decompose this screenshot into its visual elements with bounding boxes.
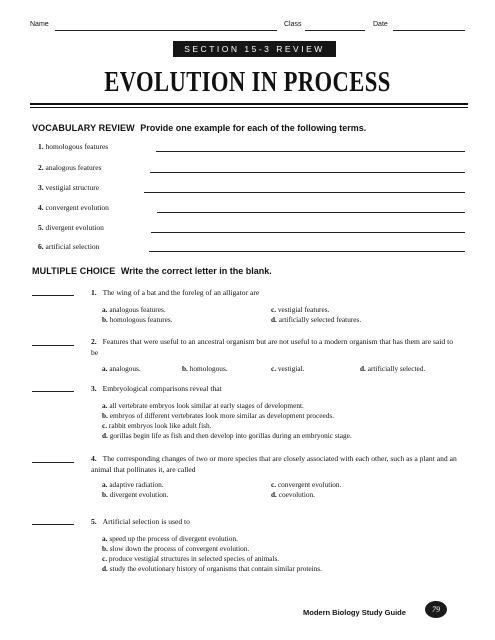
vocab-number: 6. — [38, 242, 44, 251]
option-b: b. slow down the process of convergent evolution. — [102, 544, 250, 553]
title-rule — [30, 103, 468, 105]
vocab-number: 2. — [38, 163, 44, 172]
option-c: c. produce vestigial structures in selected species of animals. — [102, 554, 280, 563]
mc-answer-blank[interactable] — [32, 345, 74, 346]
question-1 — [91, 288, 463, 299]
page-title: EVOLUTION IN PROCESS — [104, 66, 391, 98]
option-c: c. rabbit embryos look like adult fish. — [102, 421, 212, 430]
vocab-answer-line[interactable] — [156, 151, 465, 152]
vocab-term: divergent evolution — [45, 223, 104, 232]
question-number: 2. — [91, 337, 97, 346]
mc-answer-blank[interactable] — [32, 524, 74, 525]
vocab-item — [38, 242, 99, 251]
option-a: a. analogous features. — [102, 305, 166, 314]
option-b: b. embryos of different vertebrates look more similar as development proceeds. — [102, 411, 335, 420]
question-stem: The wing of a bat and the foreleg of an alligator are — [102, 288, 260, 297]
question-stem: Embryological comparisons reveal that — [102, 384, 222, 393]
question-2 — [91, 337, 461, 358]
question-4 — [91, 454, 463, 475]
vocab-term: analogous features — [45, 163, 102, 172]
class-label: Class — [284, 21, 302, 28]
option-b: b. divergent evolution. — [102, 490, 169, 499]
vocab-answer-line[interactable] — [149, 251, 465, 252]
name-label: Name — [30, 21, 49, 28]
vocab-answer-line[interactable] — [157, 212, 465, 213]
option-a: a. adaptive radiation. — [102, 480, 164, 489]
vocab-term: vestigial structure — [45, 183, 100, 192]
option-d: d. artificially selected features. — [271, 315, 362, 324]
page-number: 79 — [425, 601, 447, 618]
question-stem: Artificial selection is used to — [102, 517, 190, 526]
option-c: c. vestigial. — [271, 364, 305, 373]
option-a: a. analogous. — [102, 364, 141, 373]
footer-guide-title: Modern Biology Study Guide — [303, 608, 406, 617]
vocab-section-heading — [32, 123, 366, 133]
question-5 — [91, 517, 463, 528]
vocab-item — [38, 142, 108, 151]
option-d: d. gorillas begin life as fish and then develop into gorillas during an embryonic stage. — [102, 431, 352, 440]
question-number: 3. — [91, 384, 97, 393]
option-a: a. speed up the process of divergent evolution. — [102, 534, 238, 543]
question-number: 5. — [91, 517, 97, 526]
mc-answer-blank[interactable] — [32, 391, 74, 392]
mc-answer-blank[interactable] — [32, 295, 74, 296]
vocab-number: 3. — [38, 183, 44, 192]
vocab-answer-line[interactable] — [150, 172, 465, 173]
option-c: c. convergent evolution. — [271, 480, 342, 489]
vocab-term: homologous features — [45, 142, 109, 151]
name-field[interactable] — [55, 30, 277, 31]
question-stem: Features that were useful to an ancestral organism but are not useful to a modern organism that has them are said to be — [91, 337, 454, 357]
mc-heading: MULTIPLE CHOICE — [32, 266, 116, 276]
option-d: d. artificially selected. — [360, 364, 426, 373]
mc-answer-blank[interactable] — [32, 462, 74, 463]
question-number: 4. — [91, 454, 97, 463]
vocab-item — [38, 183, 99, 192]
vocab-answer-line[interactable] — [144, 192, 465, 193]
option-b: b. homologous features. — [102, 315, 173, 324]
question-3 — [91, 384, 463, 395]
date-label: Date — [373, 21, 388, 28]
title-rule-thin — [30, 107, 468, 108]
option-a: a. all vertebrate embryos look similar at early stages of development. — [102, 401, 304, 410]
question-number: 1. — [91, 288, 97, 297]
vocab-answer-line[interactable] — [151, 232, 465, 233]
question-stem: The corresponding changes of two or more species that are closely associated with each other, such as a plant and an animal that pollinates it, are called — [91, 454, 457, 474]
vocab-term: convergent evolution — [45, 203, 109, 212]
vocab-number: 5. — [38, 223, 44, 232]
vocab-instruction: Provide one example for each of the following terms. — [140, 123, 367, 133]
mc-section-heading — [32, 266, 272, 276]
mc-instruction: Write the correct letter in the blank. — [120, 266, 272, 276]
date-field[interactable] — [393, 30, 465, 31]
vocab-heading: VOCABULARY REVIEW — [32, 123, 135, 133]
vocab-number: 1. — [38, 142, 44, 151]
vocab-term: artificial selection — [45, 242, 100, 251]
section-banner: SECTION 15-3 REVIEW — [173, 41, 336, 57]
vocab-item — [38, 203, 109, 212]
vocab-item — [38, 223, 104, 232]
option-b: b. homologous. — [182, 364, 228, 373]
option-d: d. study the evolutionary history of organisms that contain similar proteins. — [102, 564, 322, 573]
option-c: c. vestigial features. — [271, 305, 330, 314]
vocab-item — [38, 163, 102, 172]
vocab-number: 4. — [38, 203, 44, 212]
class-field[interactable] — [305, 30, 365, 31]
option-d: d. coevolution. — [271, 490, 315, 499]
